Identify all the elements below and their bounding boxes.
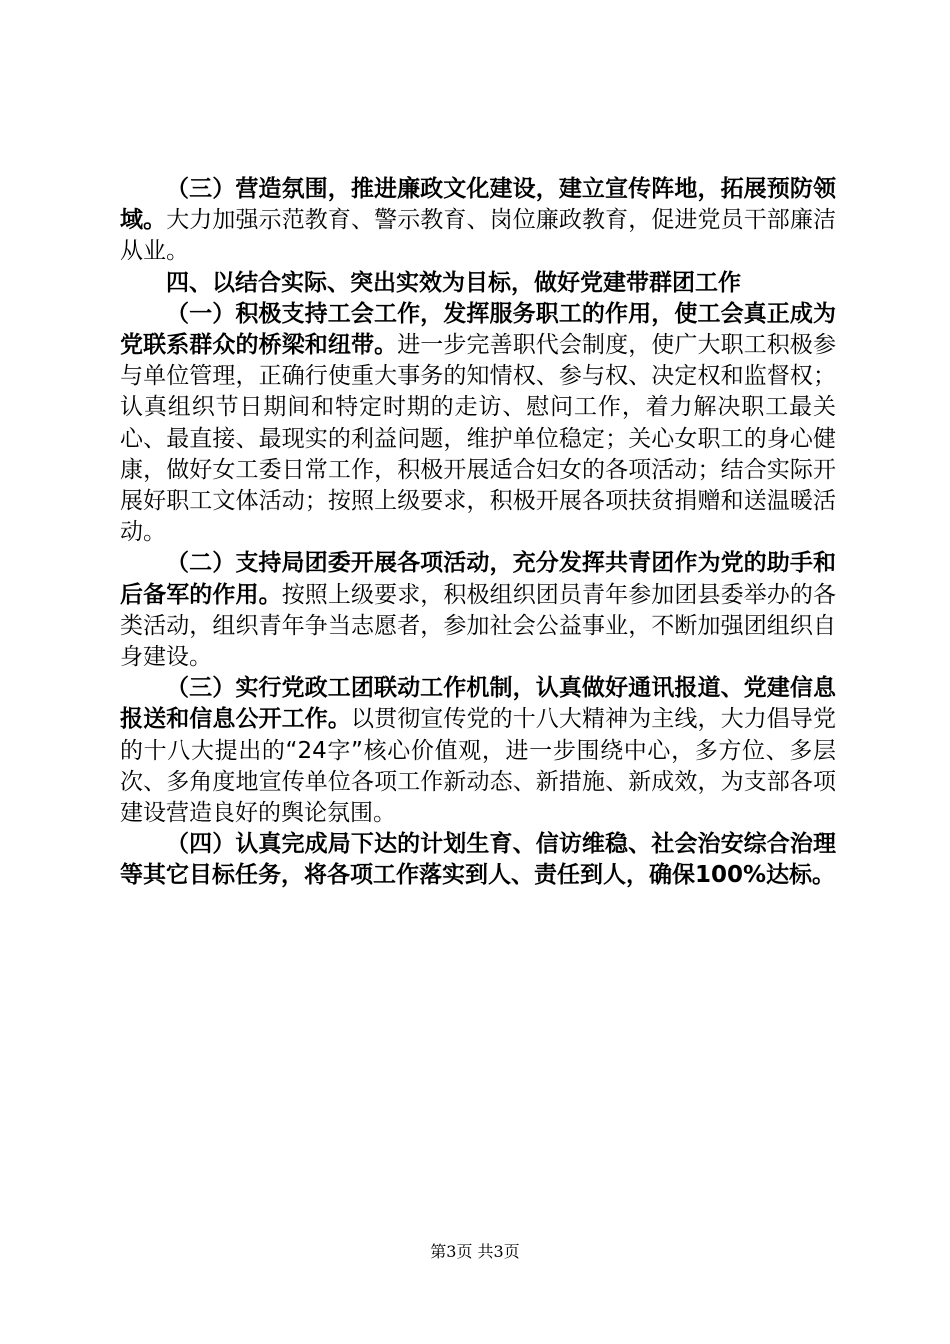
paragraph-text: 进一步完善职代会制度，使广大职工积极参与单位管理，正确行使重大事务的知情权、参与权、决定权和监督权；认真组织节日期间和特定时期的走访、慰问工作，着力解决职工最关心、最直接、最现实的利益问题，维护单位稳定；关心女职工的身心健康，做好女工委日常工作，积极开展适合妇女的各项活动；结合实际开展好职工文体活动；按照上级要求，积极开展各项扶贫捐赠和送温暖活动。: [120, 332, 837, 546]
paragraph-text: 大力加强示范教育、警示教育、岗位廉政教育，促进党员干部廉洁从业。: [120, 207, 837, 265]
paragraph-union-work: [120, 299, 836, 549]
paragraph-lead: （一）积极支持工会工作，发挥服务职工的作用，使工会真正成为党联系群众的桥梁和纽带。: [120, 300, 836, 359]
paragraph-text: 按照上级要求，积极组织团员青年参加团县委举办的各类活动，组织青年争当志愿者，参加社会公益事业，不断加强团组织自身建设。: [120, 581, 837, 671]
paragraph-other-targets: [120, 829, 836, 891]
section-heading-four: 四、以结合实际、突出实效为目标，做好党建带群团工作: [166, 269, 741, 296]
paragraph-lead: （四）认真完成局下达的计划生育、信访维稳、社会治安综合治理等其它目标任务，将各项工作落实到人、责任到人，确保100%达标。: [120, 831, 836, 889]
paragraph-youth-league: [120, 548, 836, 673]
paragraph-lead: （二）支持局团委开展各项活动，充分发挥共青团作为党的助手和后备军的作用。: [120, 550, 836, 608]
paragraph-publicity-position: [120, 174, 836, 268]
paragraph-lead: （三）营造氛围，推进廉政文化建设，建立宣传阵地，拓展预防领域。: [120, 176, 836, 234]
document-body: [120, 174, 836, 892]
paragraph-linkage-mechanism: [120, 673, 836, 829]
paragraph-lead: （三）实行党政工团联动工作机制，认真做好通讯报道、党建信息报送和信息公开工作。: [120, 675, 836, 733]
page-number-footer: 第3页 共3页: [430, 1242, 520, 1261]
paragraph-text: 以贯彻宣传党的十八大精神为主线，大力倡导党的十八大提出的“24字”核心价值观，进一步围绕中心，多方位、多层次、多角度地宣传单位各项工作新动态、新措施、新成效，为支部各项建设营造良好的舆论氛围。: [120, 706, 837, 827]
